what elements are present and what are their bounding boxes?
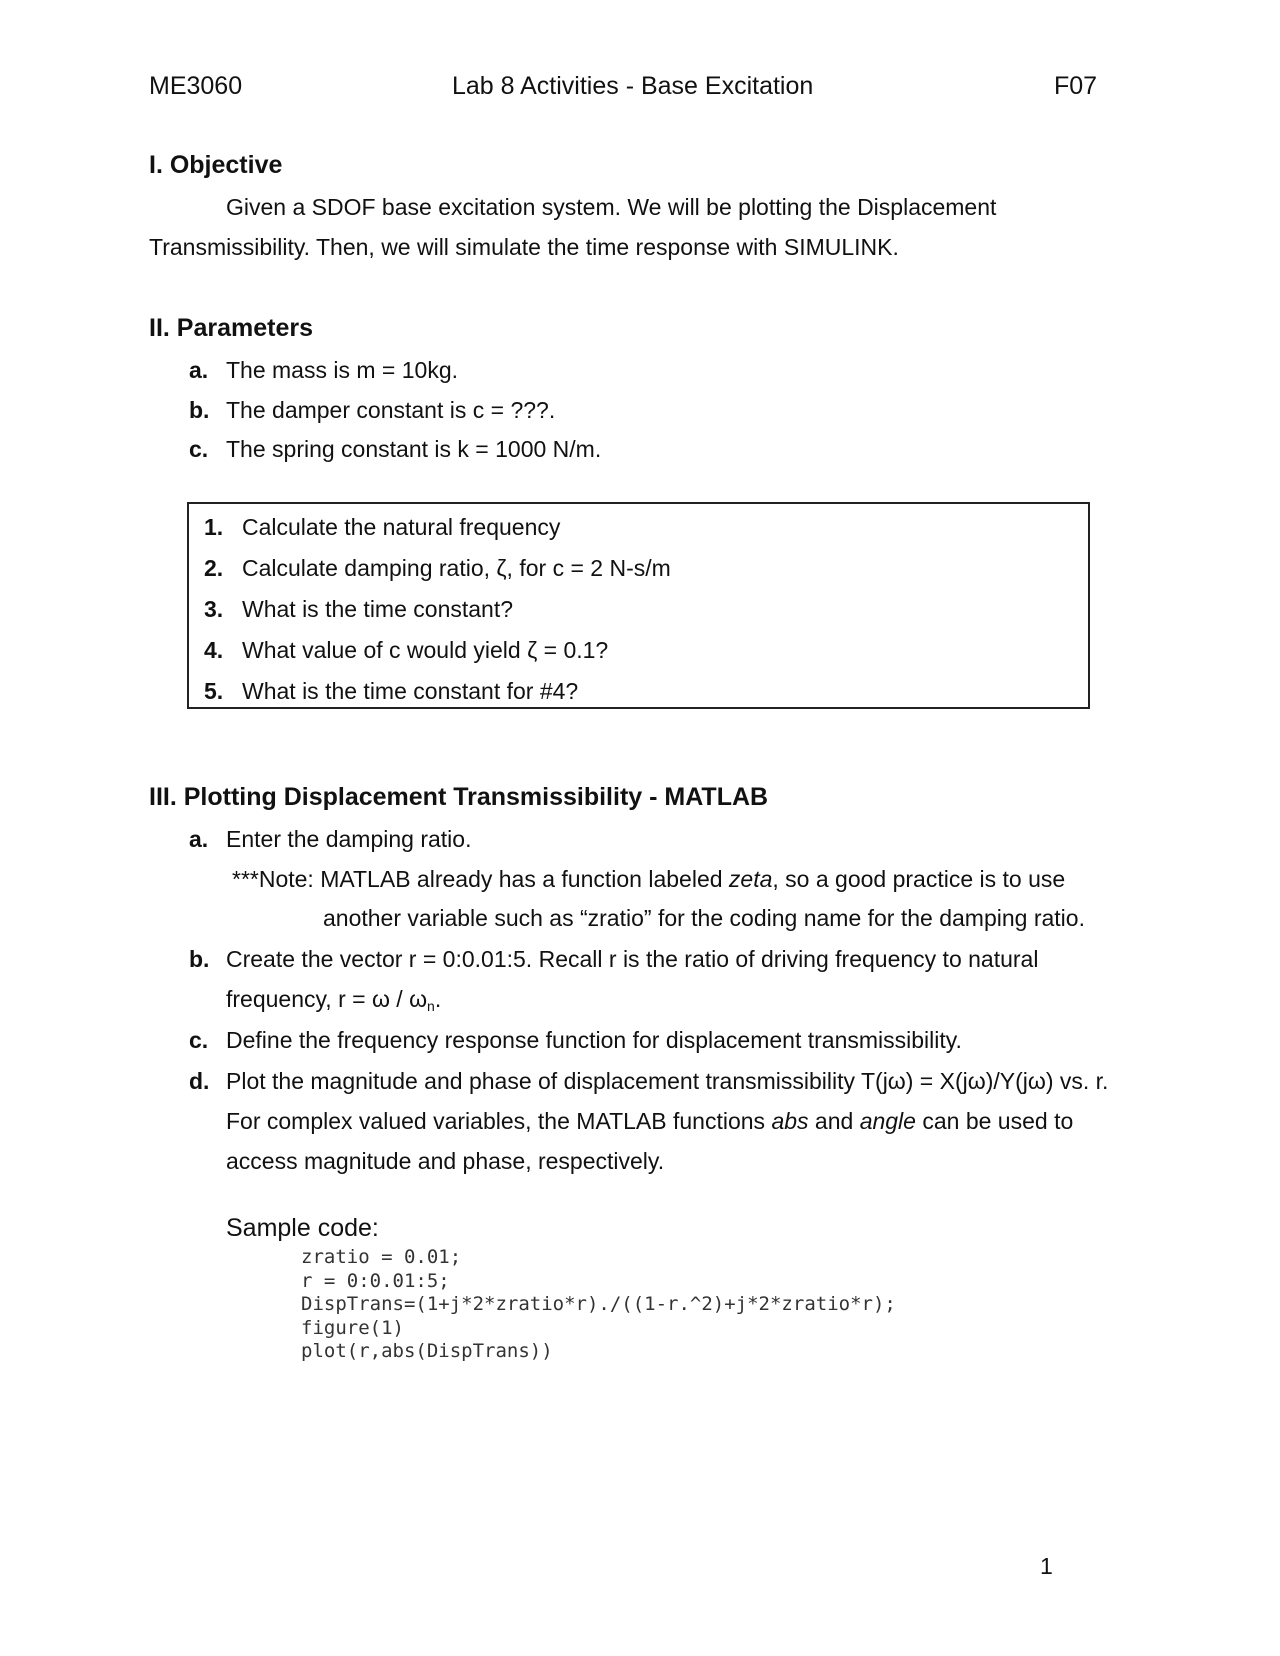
parameter-label: a. <box>189 357 209 383</box>
question-text: Calculate the natural frequency <box>242 514 561 540</box>
question-text: What is the time constant for #4? <box>242 678 579 704</box>
step-b-line-2: frequency, $r = \omega / \omega_n$. <box>226 986 442 1014</box>
course-code: ME3060 <box>149 72 243 100</box>
objective-line-1: Given a SDOF base excitation system. We will be plotting the Displacement <box>226 194 997 220</box>
question-number: 3. <box>204 596 224 622</box>
parameters-heading: II. Parameters <box>149 314 313 342</box>
code-line: plot(r,abs(DispTrans)) <box>301 1340 553 1362</box>
step-label: d. <box>189 1068 210 1094</box>
question-number: 4. <box>204 637 224 663</box>
step-label: b. <box>189 946 210 972</box>
parameter-label: c. <box>189 436 209 462</box>
question-text: Calculate damping ratio, ζ, for c = 2 N-s/m <box>242 555 671 581</box>
question-number: 1. <box>204 514 224 540</box>
plotting-heading: III. Plotting Displacement Transmissibility - MATLAB <box>149 783 769 811</box>
objective-line-2: Transmissibility. Then, we will simulate the time response with SIMULINK. <box>149 234 899 260</box>
question-text: What value of c would yield ζ = 0.1? <box>242 637 609 663</box>
parameter-spring: The spring constant is k = 1000 N/m. <box>226 436 602 462</box>
step-b-line-1: Create the vector r = 0:0.01:5. Recall r is the ratio of driving frequency to natural <box>226 946 1039 972</box>
parameter-mass: The mass is m = 10kg. <box>226 357 458 383</box>
step-c-text: Define the frequency response function for displacement transmissibility. <box>226 1027 962 1053</box>
step-d-line-1: Plot the magnitude and phase of displacement transmissibility T(jω) = X(jω)/Y(jω) vs. r. <box>226 1068 1109 1094</box>
term-code: F07 <box>1054 72 1098 100</box>
code-line: figure(1) <box>301 1316 404 1339</box>
step-d-line-3: access magnitude and phase, respectively. <box>226 1148 665 1174</box>
question-text: What is the time constant? <box>242 596 514 622</box>
step-label: a. <box>189 826 209 852</box>
code-line: r = 0:0.01:5; <box>301 1269 450 1292</box>
document-title: Lab 8 Activities - Base Excitation <box>452 72 814 100</box>
step-label: c. <box>189 1027 209 1053</box>
step-a-note: ***Note: MATLAB already has a function labeled zeta, so a good practice is to use <box>232 866 1066 892</box>
code-line: zratio = 0.01; <box>301 1246 462 1268</box>
question-number: 2. <box>204 555 224 581</box>
parameter-damper: The damper constant is c = ???. <box>226 397 556 423</box>
step-a-text: Enter the damping ratio. <box>226 826 472 852</box>
sample-code-heading: Sample code: <box>226 1214 379 1242</box>
objective-heading: I. Objective <box>149 151 283 179</box>
parameter-label: b. <box>189 397 210 423</box>
code-line: DispTrans=(1+j*2*zratio*r)./((1-r.^2)+j*2*zratio*r); <box>301 1293 896 1315</box>
question-number: 5. <box>204 678 224 704</box>
code-block <box>301 1246 896 1364</box>
step-d-line-2: For complex valued variables, the MATLAB functions abs and angle can be used to <box>226 1108 1074 1134</box>
step-a-note-line-2: another variable such as “zratio” for the coding name for the damping ratio. <box>323 905 1085 931</box>
page-number: 1 <box>1040 1553 1053 1579</box>
